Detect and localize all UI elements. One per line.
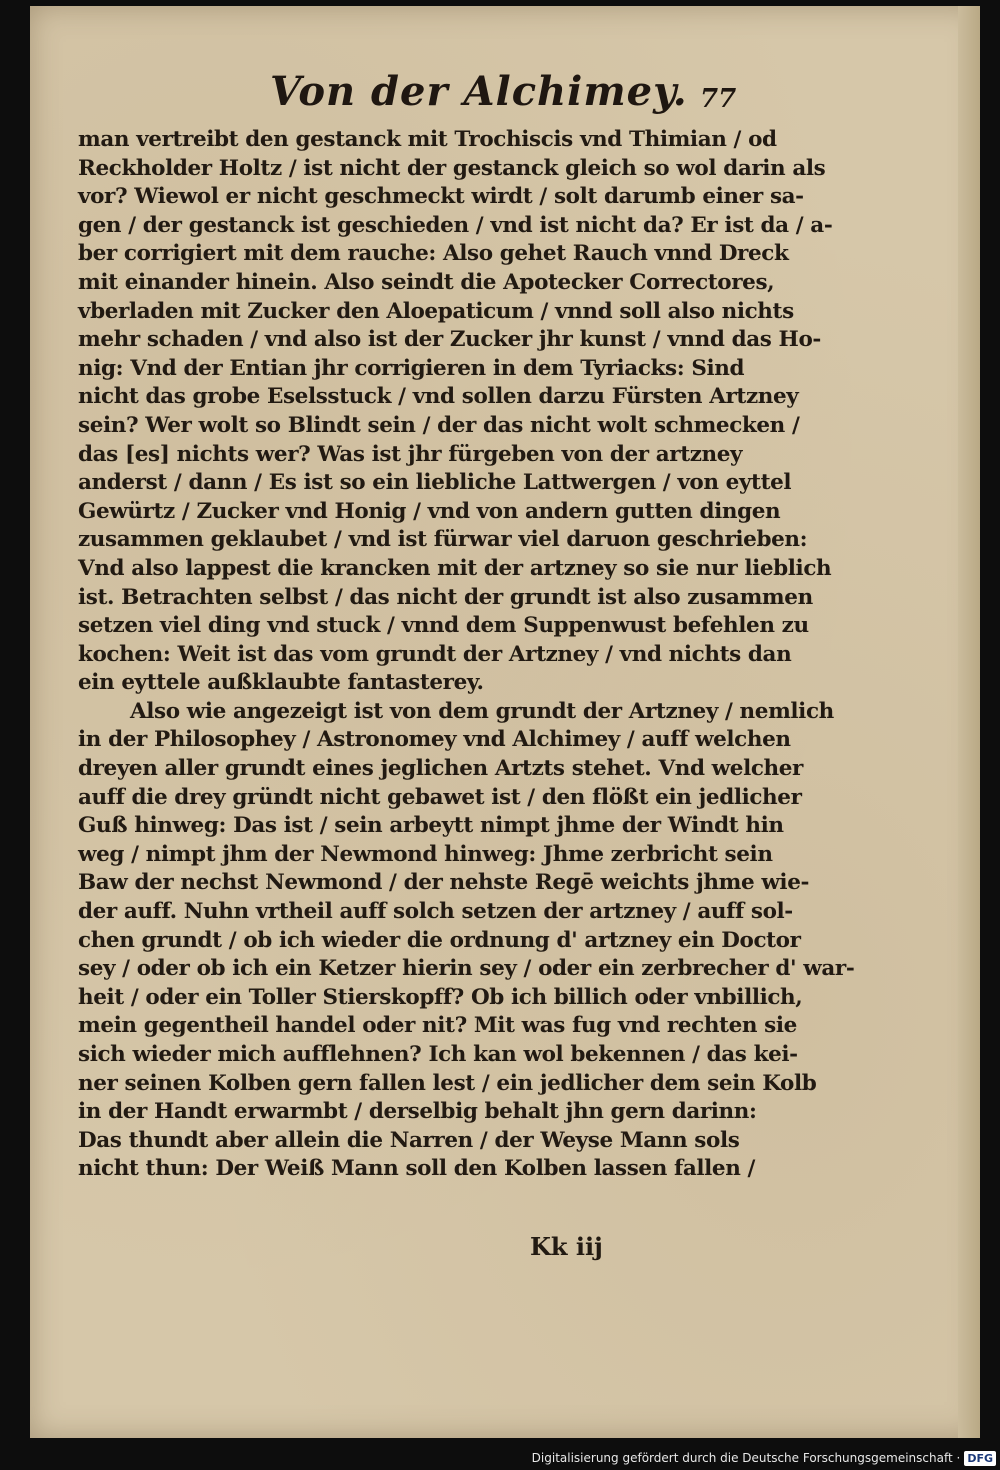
text-line: anderst / dann / Es ist so ein liebliche Lattwergen / von eyttel xyxy=(78,470,792,496)
text-line: auff die drey gründt nicht gebawet ist / den flößt ein jedlicher xyxy=(78,784,802,810)
running-title: Von der Alchimey. xyxy=(270,68,688,115)
text-line: zusammen geklaubet / vnd ist fürwar viel daruon geschrieben: xyxy=(78,527,808,553)
text-line: Das thundt aber allein die Narren / der Weyse Mann sols xyxy=(78,1127,740,1153)
page-number: 77 xyxy=(700,84,737,114)
text-line: gen / der gestanck ist geschieden / vnd ist nicht da? Er ist da / a- xyxy=(78,212,833,238)
text-line: Vnd also lappest die krancken mit der artzney so sie nur lieblich xyxy=(78,555,832,581)
text-line: in der Philosophey / Astronomey vnd Alchimey / auff welchen xyxy=(78,727,791,753)
text-line: in der Handt erwarmbt / derselbig behalt jhn gern darinn: xyxy=(78,1099,757,1125)
text-line: kochen: Weit ist das vom grundt der Artzney / vnd nichts dan xyxy=(78,641,792,667)
text-line: mehr schaden / vnd also ist der Zucker jhr kunst / vnnd das Ho- xyxy=(78,327,821,353)
text-line: heit / oder ein Toller Stierskopff? Ob ich billich oder vnbillich, xyxy=(78,984,803,1010)
text-line: ner seinen Kolben gern fallen lest / ein jedlicher dem sein Kolb xyxy=(78,1070,817,1096)
text-line: sich wieder mich aufflehnen? Ich kan wol bekennen / das kei- xyxy=(78,1042,798,1067)
text-line: nicht thun: Der Weiß Mann soll den Kolben lassen fallen / xyxy=(78,1156,755,1182)
text-line: Reckholder Holtz / ist nicht der gestanck gleich so wol darin als xyxy=(78,155,826,181)
running-head xyxy=(30,68,980,118)
page-edge xyxy=(958,6,980,1438)
text-line: sein? Wer wolt so Blindt sein / der das nicht wolt schmecken / xyxy=(78,412,800,438)
text-line: nicht das grobe Eselsstuck / vnd sollen darzu Fürsten Artzney xyxy=(78,384,799,410)
text-line: Also wie angezeigt ist von dem grundt der Artzney / nemlich xyxy=(130,698,834,724)
text-line: vberladen mit Zucker den Aloepaticum / vnnd soll also nichts xyxy=(78,298,794,324)
signature-mark: Kk iij xyxy=(530,1232,603,1261)
text-line: sey / oder ob ich ein Ketzer hierin sey / oder ein zerbrecher d' war- xyxy=(78,956,855,982)
text-line: mit einander hinein. Also seindt die Apotecker Correctores, xyxy=(78,269,775,295)
text-line: der auff. Nuhn vrtheil auff solch setzen der artzney / auff sol- xyxy=(78,899,793,925)
text-line: dreyen aller grundt eines jeglichen Artzts stehet. Vnd welcher xyxy=(78,756,803,782)
text-line: nig: Vnd der Entian jhr corrigieren in dem Tyriacks: Sind xyxy=(78,355,745,381)
footer-credit xyxy=(532,1446,996,1470)
text-line: vor? Wiewol er nicht geschmeckt wirdt / solt darumb einer sa- xyxy=(78,184,804,210)
text-line: ein eyttele außklaubte fantasterey. xyxy=(78,670,484,696)
text-line: Gewürtz / Zucker vnd Honig / vnd von andern gutten dingen xyxy=(78,498,781,524)
dfg-logo: DFG xyxy=(964,1451,996,1466)
text-line: man vertreibt den gestanck mit Trochiscis vnd Thimian / od xyxy=(78,127,777,152)
footer-credit-text: Digitalisierung gefördert durch die Deutsche Forschungsgemeinschaft · xyxy=(531,1451,961,1465)
text-line: weg / nimpt jhm der Newmond hinweg: Jhme zerbricht sein xyxy=(78,841,773,867)
text-line: das [es] nichts wer? Was ist jhr fürgeben von der artzney xyxy=(78,441,743,467)
text-line: setzen viel ding vnd stuck / vnnd dem Suppenwust befehlen zu xyxy=(78,613,809,639)
text-line: ist. Betrachten selbst / das nicht der grundt ist also zusammen xyxy=(78,584,813,610)
text-line: ber corrigiert mit dem rauche: Also gehet Rauch vnnd Dreck xyxy=(78,241,789,267)
text-line: Baw der nechst Newmond / der nehste Regē weichts jhme wie- xyxy=(78,870,810,896)
book-page xyxy=(30,6,980,1438)
text-block xyxy=(78,126,855,1184)
text-line: chen grundt / ob ich wieder die ordnung d' artzney ein Doctor xyxy=(78,927,801,953)
text-line: Guß hinweg: Das ist / sein arbeytt nimpt jhme der Windt hin xyxy=(78,813,784,839)
text-line: mein gegentheil handel oder nit? Mit was fug vnd rechten sie xyxy=(78,1013,797,1039)
